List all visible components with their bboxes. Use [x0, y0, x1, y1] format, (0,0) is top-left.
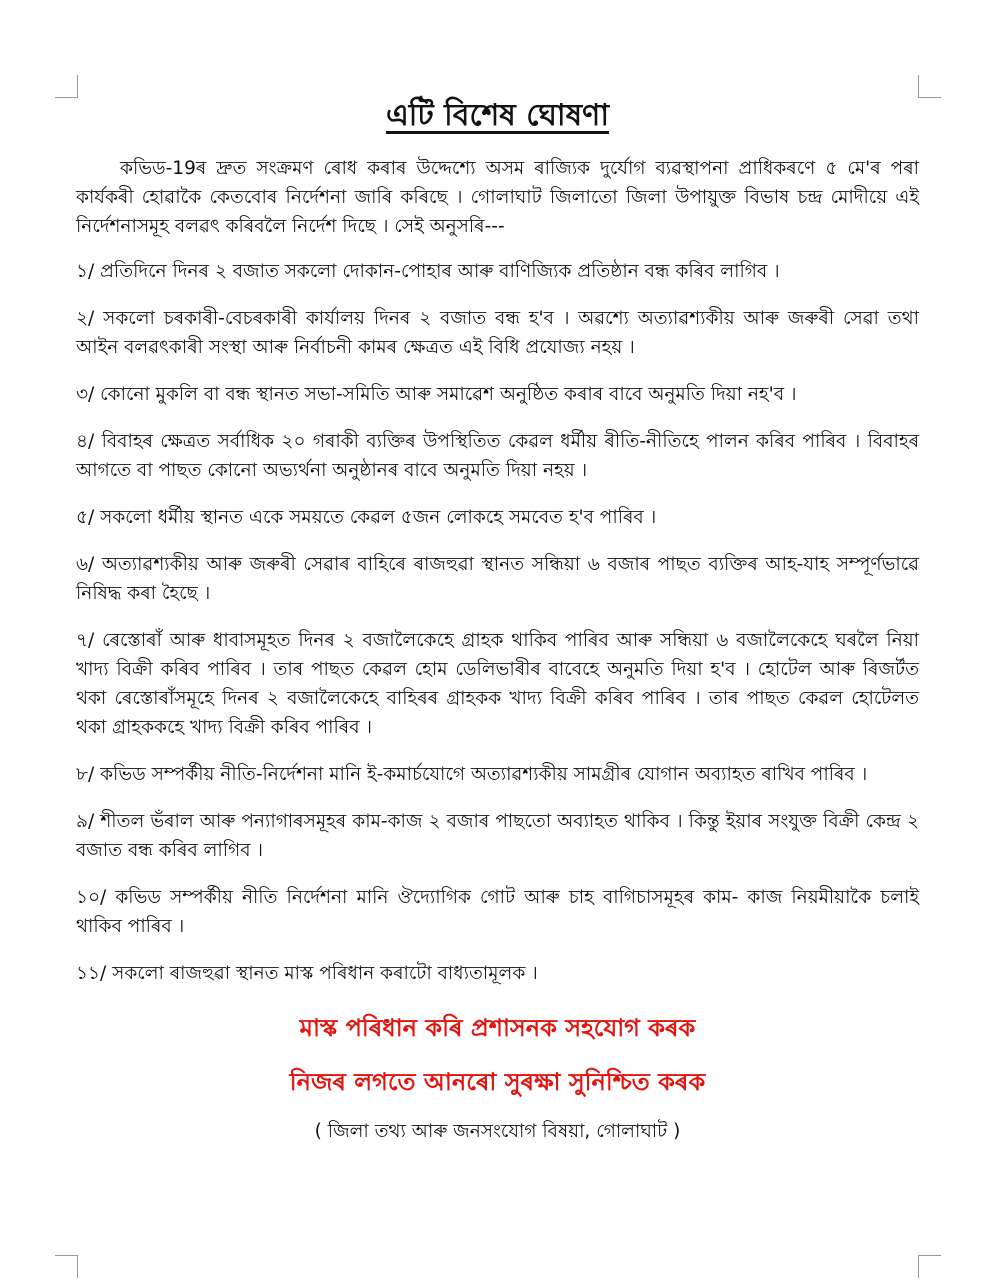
crop-mark-top-right [918, 75, 941, 98]
directive-item: ২/ সকলো চৰকাৰী-বেচৰকাৰী কাৰ্যালয় দিনৰ ২ বজাত বন্ধ হ'ব । অৱশ্যে অত্যাৱশ্যকীয় আৰু জৰুৰী সেৱা তথা আইন বলৱৎকাৰী সংস্থা আৰু নিৰ্বাচনী কামৰ ক্ষেত্ৰত এই বিধি প্ৰযোজ্য নহয় । [76, 308, 919, 358]
directive-item: ৫/ সকলো ধৰ্মীয় স্থানত একে সময়তে কেৱল ৫জন লোকহে সমবেত হ'ব পাৰিব । [76, 507, 657, 528]
directive-item: ১১/ সকলো ৰাজহুৱা স্থানত মাস্ক পৰিধান কৰাটো বাধ্যতামূলক । [76, 963, 538, 984]
crop-mark-bottom-right [918, 1255, 941, 1278]
crop-mark-top-left [55, 75, 78, 98]
notice-document [76, 92, 919, 1146]
directive-item: ১/ প্ৰতিদিনে দিনৰ ২ বজাত সকলো দোকান-পোহাৰ আৰু বাণিজ্যিক প্ৰতিষ্ঠান বন্ধ কৰিব লাগিব । [76, 261, 780, 282]
notice-title: এটি বিশেষ ঘোষণা [385, 98, 610, 133]
directive-item: ৯/ শীতল ভঁৰাল আৰু পন্যাগাৰসমূহৰ কাম-কাজ ২ বজাৰ পাছতো অব্যাহত থাকিব । কিন্তু ইয়াৰ সংযুক্ত বিক্ৰী কেন্দ্ৰ ২ বজাত বন্ধ কৰিব লাগিব । [76, 811, 919, 861]
directive-item: ৬/ অত্যাৱশ্যকীয় আৰু জৰুৰী সেৱাৰ বাহিৰে ৰাজহুৱা স্থানত সন্ধিয়া ৬ বজাৰ পাছত ব্যক্তিৰ আহ-যাহ সম্পূৰ্ণভাৱে নিষিদ্ধ কৰা হৈছে । [76, 554, 919, 604]
directive-item: ৪/ বিবাহৰ ক্ষেত্ৰত সৰ্বাধিক ২০ গৰাকী ব্যক্তিৰ উপস্থিতিত কেৱল ধৰ্মীয় ৰীতি-নীতিহে পালন কৰিব পাৰিব । বিবাহৰ আগতে বা পাছত কোনো অভ্যৰ্থনা অনুষ্ঠানৰ বাবে অনুমতি দিয়া নহয় । [76, 431, 919, 481]
directive-item: ১০/ কভিড সম্পৰ্কীয় নীতি নিৰ্দেশনা মানি ঔদ্যোগিক গোট আৰু চাহ বাগিচাসমূহৰ কাম- কাজ নিয়মীয়াকৈ চলাই থাকিব পাৰিব । [76, 887, 919, 937]
issuer-attribution: ( জিলা তথ্য আৰু জনসংযোগ বিষয়া, গোলাঘাট ) [314, 1121, 681, 1142]
directive-item: ৩/ কোনো মুকলি বা বন্ধ স্থানত সভা-সমিতি আৰু সমাৱেশ অনুষ্ঠিত কৰাৰ বাবে অনুমতি দিয়া নহ'ব । [76, 384, 797, 405]
intro-paragraph: কভিড-19ৰ দ্ৰুত সংক্ৰমণ ৰোধ কৰাৰ উদ্দেশ্যে অসম ৰাজ্যিক দুৰ্যোগ ব্যৱস্থাপনা প্ৰাধিকৰণে ৫ মে'ৰ পৰা কাৰ্যকৰী হোৱাকৈ কেতবোৰ নিৰ্দেশনা জাৰি কৰিছে । গোলাঘাট জিলাতো জিলা উপায়ুক্ত বিভাষ চন্দ্ৰ মোদীয়ে এই নিৰ্দেশনাসমূহ বলৱৎ কৰিবলৈ নিৰ্দেশ দিছে । সেই অনুসৰি--- [76, 158, 919, 237]
directive-item: ৭/ ৰেস্তোৰাঁ আৰু ধাবাসমূহত দিনৰ ২ বজালৈকেহে গ্ৰাহক থাকিব পাৰিব আৰু সন্ধিয়া ৬ বজালৈকেহে ঘৰলৈ নিয়া খাদ্য বিক্ৰী কৰিব পাৰিব । তাৰ পাছত কেৱল হোম ডেলিভাৰীৰ বাবেহে অনুমতি দিয়া হ'ব । হোটেল আৰু ৰিজৰ্টত থকা ৰেস্তোৰাঁসমূহে দিনৰ ২ বজালৈকেহে বাহিৰৰ গ্ৰাহকক খাদ্য বিক্ৰী কৰিব পাৰিব । তাৰ পাছত কেৱল হোটেলত থকা গ্ৰাহককহে খাদ্য বিক্ৰী কৰিব পাৰিব । [76, 630, 919, 738]
directive-item: ৮/ কভিড সম্পৰ্কীয় নীতি-নিৰ্দেশনা মানি ই-কমাৰ্চযোগে অত্যাৱশ্যকীয় সামগ্ৰীৰ যোগান অব্যাহত ৰাখিব পাৰিব । [76, 764, 868, 785]
appeal-line-safety: নিজৰ লগতে আনৰো সুৰক্ষা সুনিশ্চিত কৰক [289, 1068, 706, 1096]
appeal-line-mask: মাস্ক পৰিধান কৰি প্ৰশাসনক সহযোগ কৰক [299, 1014, 696, 1042]
crop-mark-bottom-left [55, 1255, 78, 1278]
